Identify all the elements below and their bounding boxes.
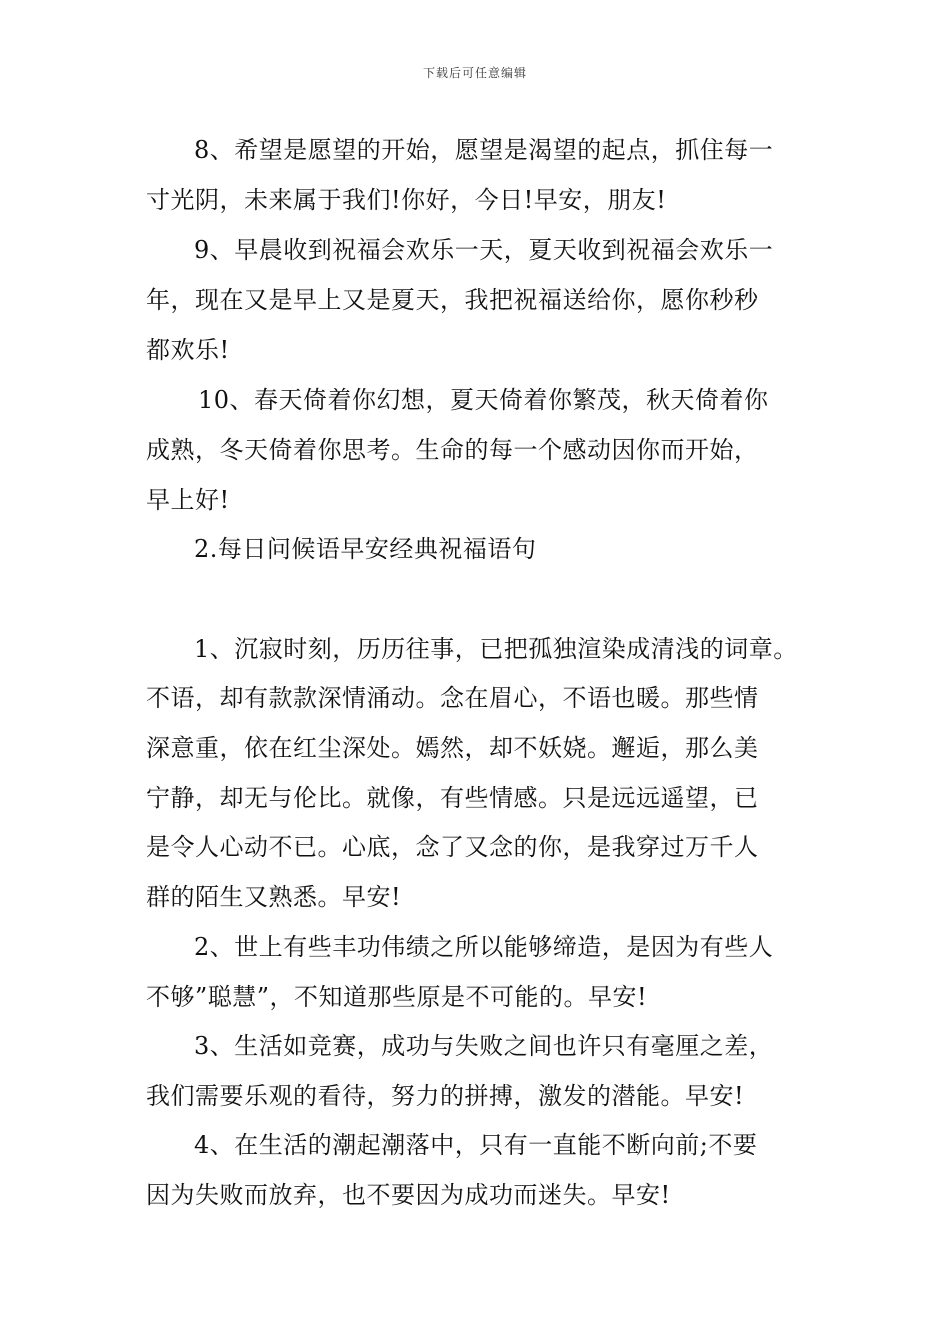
item-1-line-5: 是令人心动不已。心底，念了又念的你，是我穿过万千人 — [146, 833, 759, 861]
paragraph-10-line-2: 成熟，冬天倚着你思考。生命的每一个感动因你而开始， — [146, 436, 759, 464]
header-note: 下载后可任意编辑 — [422, 66, 527, 80]
item-1-line-4: 宁静，却无与伦比。就像，有些情感。只是远远遥望，已 — [146, 784, 759, 812]
paragraph-9-line-3: 都欢乐! — [146, 336, 230, 364]
paragraph-9-line-1: 9、早晨收到祝福会欢乐一天，夏天收到祝福会欢乐一 — [194, 236, 774, 264]
paragraph-8-line-2: 寸光阴，未来属于我们!你好，今日!早安，朋友! — [146, 186, 667, 214]
section-heading: 2.每日问候语早安经典祝福语句 — [194, 535, 537, 563]
paragraph-8-line-1: 8、希望是愿望的开始，愿望是渴望的起点，抓住每一 — [194, 136, 774, 164]
item-1-line-1: 1、沉寂时刻，历历往事，已把孤独渲染成清浅的词章。 — [194, 635, 798, 663]
item-3-line-2: 我们需要乐观的看待，努力的拼搏，激发的潜能。早安! — [146, 1082, 745, 1110]
item-2-line-2: 不够”聪慧”，不知道那些原是不可能的。早安! — [146, 983, 648, 1011]
item-1-line-6: 群的陌生又熟悉。早安! — [146, 883, 402, 911]
paragraph-10-line-1: 10、春天倚着你幻想，夏天倚着你繁茂，秋天倚着你 — [198, 386, 769, 414]
item-3-line-1: 3、生活如竞赛，成功与失败之间也许只有毫厘之差， — [194, 1032, 774, 1060]
item-4-line-1: 4、在生活的潮起潮落中，只有一直能不断向前;不要 — [194, 1131, 758, 1159]
item-1-line-2: 不语，却有款款深情涌动。念在眉心，不语也暖。那些情 — [146, 684, 759, 712]
item-2-line-1: 2、世上有些丰功伟绩之所以能够缔造，是因为有些人 — [194, 933, 774, 961]
item-1-line-3: 深意重，依在红尘深处。嫣然，却不妖娆。邂逅，那么美 — [146, 734, 759, 762]
paragraph-9-line-2: 年，现在又是早上又是夏天，我把祝福送给你，愿你秒秒 — [146, 286, 759, 314]
item-4-line-2: 因为失败而放弃，也不要因为成功而迷失。早安! — [146, 1181, 671, 1209]
paragraph-10-line-3: 早上好! — [146, 486, 230, 514]
